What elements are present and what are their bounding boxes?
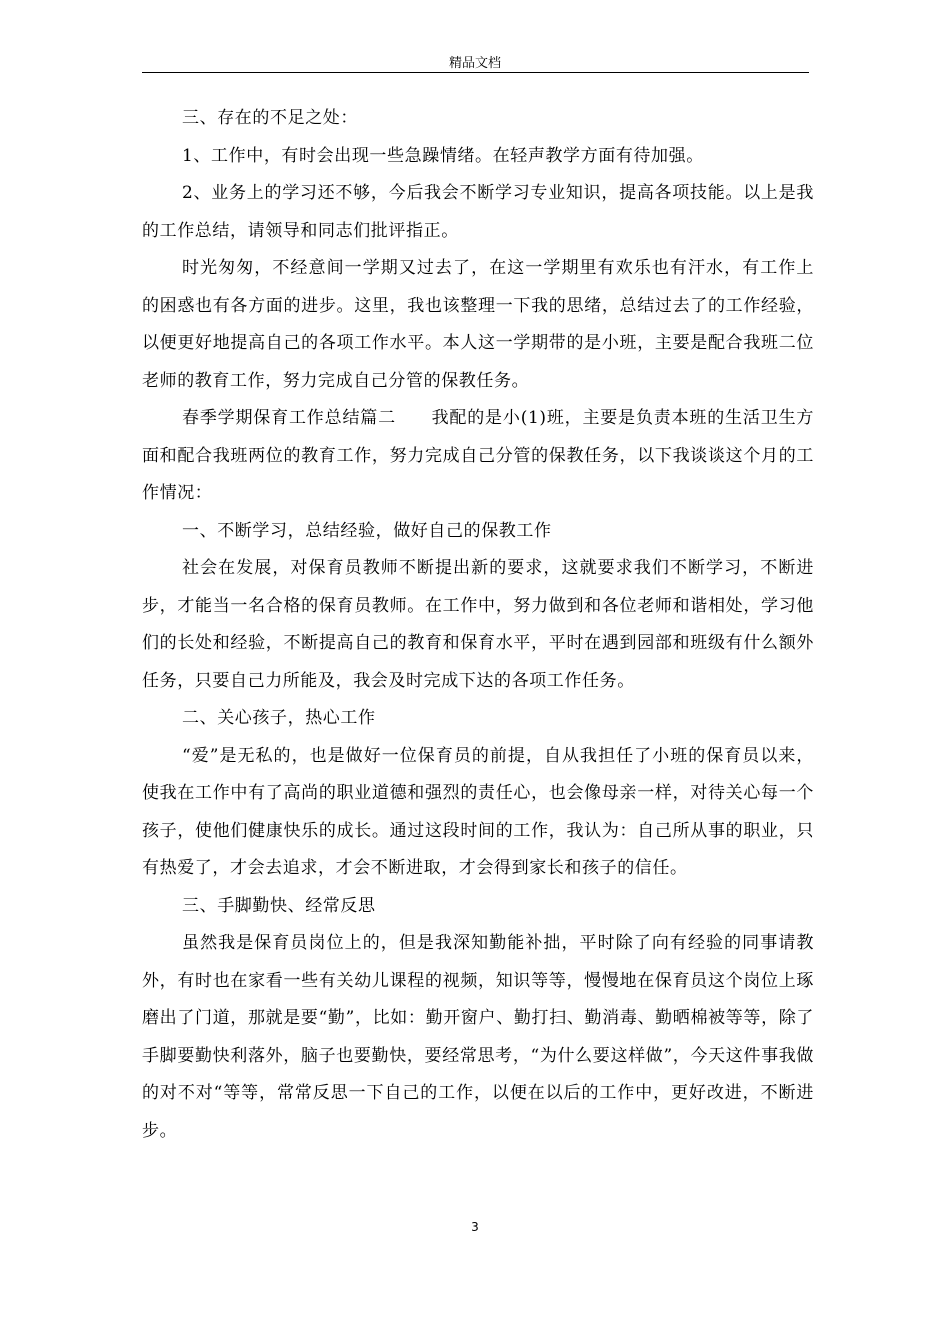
paragraph: 春季学期保育工作总结篇二 我配的是小(1)班，主要是负责本班的生活卫生方面和配合我班两位的教育工作，努力完成自己分管的保教任务，以下我谈谈这个月的工作情况： xyxy=(142,408,814,503)
header-divider xyxy=(142,72,809,73)
paragraph: 虽然我是保育员岗位上的，但是我深知勤能补拙，平时除了向有经验的同事请教外，有时也在家看一些有关幼儿课程的视频，知识等等，慢慢地在保育员这个岗位上琢磨出了门道，那就是要“勤”，比如：勤开窗户、勤打扫、勤消毒、勤晒棉被等等，除了手脚要勤快利落外，脑子也要勤快，要经常思考，“为什么要这样做”，今天这件事我做的对不对“等等，常常反思一下自己的工作，以便在以后的工作中，更好改进，不断进步。 xyxy=(142,933,814,1141)
paragraph: 1、工作中，有时会出现一些急躁情绪。在轻声教学方面有待加强。 xyxy=(182,145,704,166)
section-heading-learning: 一、不断学习，总结经验，做好自己的保教工作 xyxy=(182,520,552,541)
section-heading-diligence: 三、手脚勤快、经常反思 xyxy=(182,895,376,916)
paragraph: 2、业务上的学习还不够，今后我会不断学习专业知识，提高各项技能。以上是我的工作总结，请领导和同志们批评指正。 xyxy=(142,183,814,241)
section-heading-caring: 二、关心孩子，热心工作 xyxy=(182,708,376,728)
page-number: 3 xyxy=(471,1220,479,1234)
section-heading-shortcomings: 三、存在的不足之处： xyxy=(182,108,358,128)
paragraph: 时光匆匆，不经意间一学期又过去了，在这一学期里有欢乐也有汗水，有工作上的困惑也有各方面的进步。这里，我也该整理一下我的思绪，总结过去了的工作经验，以便更好地提高自己的各项工作水平。本人这一学期带的是小班，主要是配合我班二位老师的教育工作，努力完成自己分管的保教任务。 xyxy=(142,258,814,391)
paragraph: 社会在发展，对保育员教师不断提出新的要求，这就要求我们不断学习，不断进步，才能当一名合格的保育员教师。在工作中，努力做到和各位老师和谐相处，学习他们的长处和经验，不断提高自己的教育和保育水平，平时在遇到园部和班级有什么额外任务，只要自己力所能及，我会及时完成下达的各项工作任务。 xyxy=(142,558,814,691)
paragraph: “爱”是无私的，也是做好一位保育员的前提，自从我担任了小班的保育员以来，使我在工作中有了高尚的职业道德和强烈的责任心，也会像母亲一样，对待关心每一个孩子，使他们健康快乐的成长。通过这段时间的工作，我认为：自己所从事的职业，只有热爱了，才会去追求，才会不断进取，才会得到家长和孩子的信任。 xyxy=(142,745,814,878)
page-header: 精品文档 xyxy=(448,56,501,71)
document-body xyxy=(142,100,814,1150)
